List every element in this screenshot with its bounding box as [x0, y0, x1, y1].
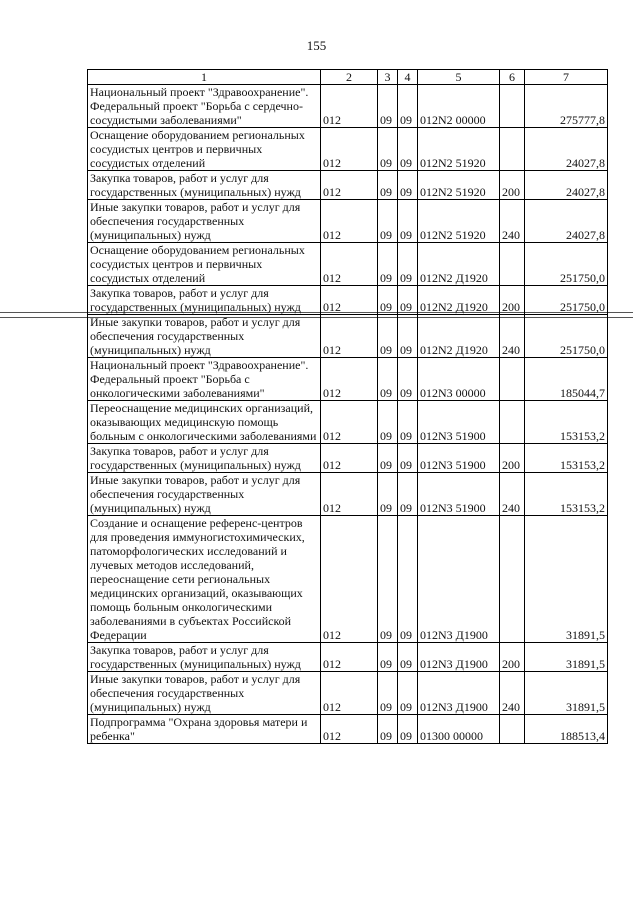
cell-expense-type [500, 128, 525, 171]
cell-target-article: 012N3 Д1900 [418, 672, 500, 715]
cell-subsection: 09 [398, 286, 418, 315]
cell-sum: 251750,0 [525, 315, 608, 358]
cell-target-article: 012N3 51900 [418, 401, 500, 444]
cell-grbs: 012 [321, 715, 378, 744]
cell-sum: 153153,2 [525, 401, 608, 444]
cell-section: 09 [378, 358, 398, 401]
header-col-5: 5 [418, 70, 500, 85]
table-row [88, 643, 608, 672]
cell-sum: 24027,8 [525, 128, 608, 171]
table-row [88, 401, 608, 444]
cell-subsection: 09 [398, 243, 418, 286]
cell-expense-type [500, 243, 525, 286]
cell-grbs: 012 [321, 200, 378, 243]
header-col-1: 1 [88, 70, 321, 85]
cell-grbs: 012 [321, 444, 378, 473]
cell-name: Оснащение оборудованием региональных сосудистых центров и первичных сосудистых отделений [88, 243, 321, 286]
cell-grbs: 012 [321, 85, 378, 128]
cell-grbs: 012 [321, 643, 378, 672]
cell-section: 09 [378, 473, 398, 516]
table-body [88, 85, 608, 744]
cell-expense-type: 200 [500, 286, 525, 315]
cell-sum: 275777,8 [525, 85, 608, 128]
cell-target-article: 012N2 00000 [418, 85, 500, 128]
cell-sum: 31891,5 [525, 643, 608, 672]
table-row [88, 444, 608, 473]
cell-subsection: 09 [398, 672, 418, 715]
cell-expense-type: 240 [500, 473, 525, 516]
cell-expense-type [500, 358, 525, 401]
cell-section: 09 [378, 672, 398, 715]
page-number: 155 [306, 38, 327, 53]
cell-sum: 188513,4 [525, 715, 608, 744]
cell-section: 09 [378, 171, 398, 200]
cell-name: Закупка товаров, работ и услуг для государственных (муниципальных) нужд [88, 643, 321, 672]
header-col-2: 2 [321, 70, 378, 85]
cell-grbs: 012 [321, 672, 378, 715]
cell-name: Переоснащение медицинских организаций, оказывающих медицинскую помощь больным с онкологическими заболеваниями [88, 401, 321, 444]
table-row [88, 243, 608, 286]
cell-grbs: 012 [321, 473, 378, 516]
cell-grbs: 012 [321, 358, 378, 401]
cell-sum: 153153,2 [525, 473, 608, 516]
cell-name: Подпрограмма "Охрана здоровья матери и ребенка" [88, 715, 321, 744]
cell-grbs: 012 [321, 128, 378, 171]
cell-grbs: 012 [321, 401, 378, 444]
cell-sum: 24027,8 [525, 171, 608, 200]
cell-section: 09 [378, 128, 398, 171]
cell-section: 09 [378, 444, 398, 473]
cell-sum: 251750,0 [525, 243, 608, 286]
header-col-6: 6 [500, 70, 525, 85]
cell-target-article: 012N2 51920 [418, 128, 500, 171]
table-header [88, 70, 608, 85]
cell-name: Иные закупки товаров, работ и услуг для обеспечения государственных (муниципальных) нужд [88, 473, 321, 516]
cell-expense-type: 240 [500, 315, 525, 358]
cell-subsection: 09 [398, 171, 418, 200]
cell-name: Иные закупки товаров, работ и услуг для обеспечения государственных (муниципальных) нужд [88, 200, 321, 243]
cell-section: 09 [378, 286, 398, 315]
cell-section: 09 [378, 315, 398, 358]
table-row [88, 715, 608, 744]
cell-section: 09 [378, 200, 398, 243]
table-row [88, 516, 608, 643]
cell-name: Оснащение оборудованием региональных сосудистых центров и первичных сосудистых отделений [88, 128, 321, 171]
cell-grbs: 012 [321, 243, 378, 286]
cell-target-article: 012N2 Д1920 [418, 243, 500, 286]
cell-sum: 251750,0 [525, 286, 608, 315]
cell-target-article: 012N2 51920 [418, 171, 500, 200]
cell-target-article: 012N3 Д1900 [418, 516, 500, 643]
cell-name: Национальный проект "Здравоохранение". Федеральный проект "Борьба с сердечно-сосудистыми заболеваниями" [88, 85, 321, 128]
cell-target-article: 012N3 51900 [418, 473, 500, 516]
table-row [88, 171, 608, 200]
cell-expense-type [500, 715, 525, 744]
cell-subsection: 09 [398, 401, 418, 444]
cell-sum: 153153,2 [525, 444, 608, 473]
cell-section: 09 [378, 715, 398, 744]
cell-subsection: 09 [398, 358, 418, 401]
table-row [88, 85, 608, 128]
cell-grbs: 012 [321, 315, 378, 358]
table-row [88, 672, 608, 715]
cell-subsection: 09 [398, 516, 418, 643]
table-row [88, 358, 608, 401]
cell-subsection: 09 [398, 643, 418, 672]
cell-grbs: 012 [321, 171, 378, 200]
cell-expense-type [500, 401, 525, 444]
cell-name: Закупка товаров, работ и услуг для государственных (муниципальных) нужд [88, 286, 321, 315]
cell-section: 09 [378, 516, 398, 643]
cell-subsection: 09 [398, 715, 418, 744]
cell-section: 09 [378, 85, 398, 128]
table-row [88, 286, 608, 315]
cell-target-article: 012N2 51920 [418, 200, 500, 243]
cell-name: Иные закупки товаров, работ и услуг для обеспечения государственных (муниципальных) нужд [88, 672, 321, 715]
cell-section: 09 [378, 643, 398, 672]
cell-target-article: 012N3 51900 [418, 444, 500, 473]
table-row [88, 128, 608, 171]
cell-name: Закупка товаров, работ и услуг для государственных (муниципальных) нужд [88, 444, 321, 473]
cell-subsection: 09 [398, 128, 418, 171]
cell-target-article: 012N3 Д1900 [418, 643, 500, 672]
cell-grbs: 012 [321, 516, 378, 643]
cell-name: Закупка товаров, работ и услуг для государственных (муниципальных) нужд [88, 171, 321, 200]
budget-table [87, 69, 608, 744]
cell-expense-type: 200 [500, 643, 525, 672]
cell-expense-type: 200 [500, 171, 525, 200]
table-row [88, 200, 608, 243]
cell-name: Национальный проект "Здравоохранение". Федеральный проект "Борьба с онкологическими заболеваниями" [88, 358, 321, 401]
cell-subsection: 09 [398, 85, 418, 128]
cell-sum: 31891,5 [525, 516, 608, 643]
cell-expense-type: 200 [500, 444, 525, 473]
cell-subsection: 09 [398, 315, 418, 358]
cell-subsection: 09 [398, 444, 418, 473]
header-col-4: 4 [398, 70, 418, 85]
header-col-7: 7 [525, 70, 608, 85]
cell-section: 09 [378, 401, 398, 444]
cell-target-article: 012N2 Д1920 [418, 315, 500, 358]
cell-expense-type: 240 [500, 672, 525, 715]
cell-expense-type: 240 [500, 200, 525, 243]
header-col-3: 3 [378, 70, 398, 85]
cell-grbs: 012 [321, 286, 378, 315]
cell-name: Иные закупки товаров, работ и услуг для обеспечения государственных (муниципальных) нужд [88, 315, 321, 358]
cell-sum: 185044,7 [525, 358, 608, 401]
cell-target-article: 012N3 00000 [418, 358, 500, 401]
cell-sum: 24027,8 [525, 200, 608, 243]
cell-expense-type [500, 516, 525, 643]
table-row [88, 315, 608, 358]
cell-name: Создание и оснащение референс-центров для проведения иммуногистохимических, патоморфологических исследований и лучевых методов исследований, переоснащение сети региональных медицинских организаций, оказывающих помощь больным онкологическими заболеваниями в субъектах Российской Федерации [88, 516, 321, 643]
cell-target-article: 01300 00000 [418, 715, 500, 744]
cell-subsection: 09 [398, 200, 418, 243]
cell-sum: 31891,5 [525, 672, 608, 715]
cell-section: 09 [378, 243, 398, 286]
cell-expense-type [500, 85, 525, 128]
table-row [88, 473, 608, 516]
cell-target-article: 012N2 Д1920 [418, 286, 500, 315]
cell-subsection: 09 [398, 473, 418, 516]
header-row [88, 70, 608, 85]
